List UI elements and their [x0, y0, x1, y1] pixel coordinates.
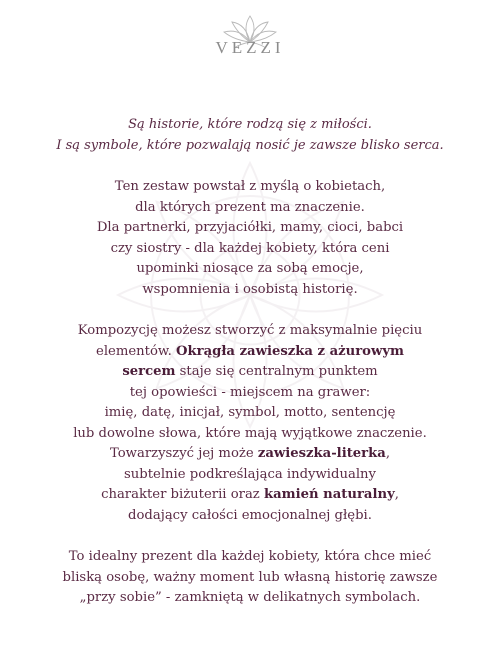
brand-logo [0, 12, 500, 58]
bold-product-name: sercem [122, 364, 176, 379]
paragraph-closing [20, 547, 480, 609]
text-segment: Towarzyszyć jej może [109, 446, 258, 461]
text-line [20, 444, 480, 465]
text-line [20, 362, 480, 383]
text-segment: charakter biżuterii oraz [101, 487, 264, 502]
text-segment: , [385, 446, 391, 461]
text-line: Dla partnerki, przyjaciółki, mamy, cioci, babci [96, 220, 404, 235]
intro-paragraph [20, 115, 480, 156]
text-line: bliską osobę, ważny moment lub własną historię zawsze [62, 569, 438, 585]
text-segment: staje się centralnym punktem [175, 364, 378, 379]
text-line: dodający całości emocjonalnej głębi. [128, 507, 372, 523]
text-line [20, 485, 480, 506]
text-line: wspomnienia i osobistą historię. [142, 281, 358, 297]
text-line: dla których prezent ma znaczenie. [135, 199, 365, 215]
bold-product-name: zawieszka-literka [257, 446, 386, 461]
text-line: Kompozycję możesz stworzyć z maksymalnie pięciu [77, 323, 423, 338]
text-line: To idealny prezent dla każdej kobiety, która chce mieć [68, 549, 432, 564]
bold-product-name: Okrągła zawieszka z ażurowym [176, 343, 404, 359]
text-line: upominki niosące za sobą emocje, [136, 261, 364, 276]
bold-product-name: kamień naturalny [263, 487, 395, 502]
text-line: subtelnie podkreślająca indywidualny [124, 466, 376, 482]
brand-name: VEZZI [215, 38, 285, 57]
text-segment: elementów. [96, 343, 177, 359]
text-line [20, 342, 480, 363]
text-line: I są symbole, które pozwalają nosić je zawsze blisko serca. [56, 137, 444, 153]
text-line: imię, datę, inicjał, symbol, motto, sentencję [104, 405, 396, 420]
text-line: Są historie, które rodzą się z miłości. [128, 117, 372, 132]
text-line: „przy sobie” - zamkniętą w delikatnych symbolach. [79, 590, 421, 605]
description-text [20, 115, 480, 630]
paragraph-dedication [20, 177, 480, 300]
text-segment: , [394, 487, 399, 502]
text-line: tej opowieści - miejscem na grawer: [129, 384, 371, 400]
text-line: lub dowolne słowa, które mają wyjątkowe znaczenie. [73, 425, 427, 441]
text-line: Ten zestaw powstał z myślą o kobietach, [114, 179, 386, 194]
paragraph-composition [20, 321, 480, 526]
text-line: czy siostry - dla każdej kobiety, która ceni [110, 240, 390, 256]
